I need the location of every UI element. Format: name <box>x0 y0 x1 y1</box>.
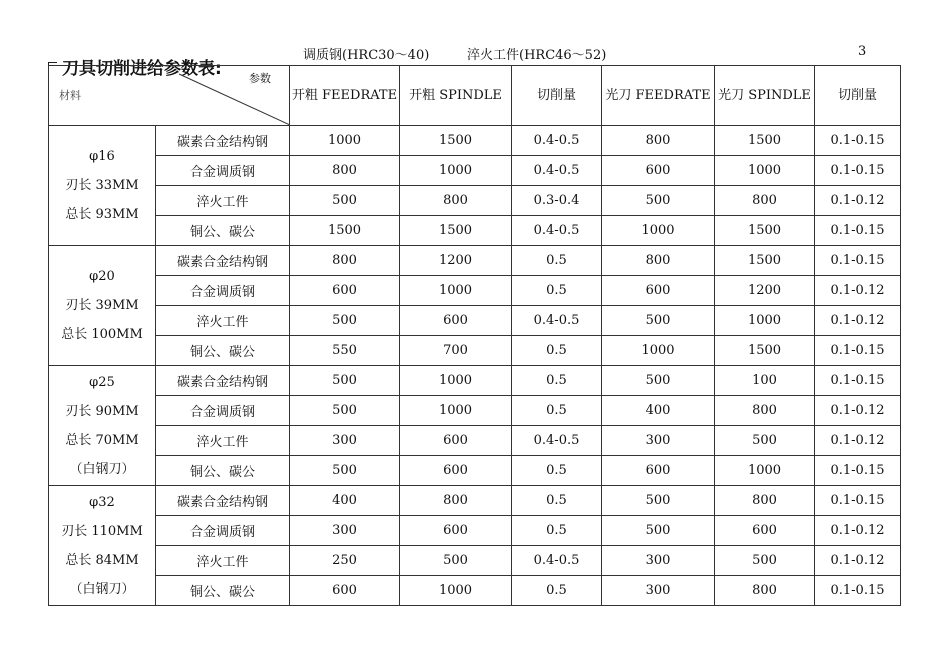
table-row <box>49 156 901 186</box>
rough-depth-cell: 0.5 <box>512 336 602 366</box>
material-cell: 铜公、碳公 <box>156 456 290 486</box>
material-cell: 淬火工件 <box>156 186 290 216</box>
finish-feedrate-cell: 500 <box>602 366 715 396</box>
col-finish-spindle: 光刀 SPINDLE <box>715 66 815 126</box>
finish-depth-cell: 0.1-0.15 <box>815 156 901 186</box>
rough-feedrate-cell: 500 <box>290 396 400 426</box>
rough-feedrate-cell: 550 <box>290 336 400 366</box>
finish-spindle-cell: 1500 <box>715 336 815 366</box>
tool-spec-line: 总长 100MM <box>61 327 143 342</box>
rough-spindle-cell: 1500 <box>400 126 512 156</box>
rough-feedrate-cell: 300 <box>290 516 400 546</box>
tool-spec-line: φ16 <box>89 149 115 164</box>
finish-depth-cell: 0.1-0.15 <box>815 336 901 366</box>
table-row <box>49 546 901 576</box>
finish-spindle-cell: 1500 <box>715 246 815 276</box>
tool-spec-line: 刃长 90MM <box>65 403 139 419</box>
tool-spec-line: 刃长 110MM <box>61 523 143 539</box>
table-row <box>49 126 901 156</box>
tool-spec-line: 刃长 39MM <box>65 298 139 313</box>
rough-depth-cell: 0.4-0.5 <box>512 126 602 156</box>
rough-feedrate-cell: 1500 <box>290 216 400 246</box>
rough-depth-cell: 0.4-0.5 <box>512 156 602 186</box>
finish-spindle-cell: 800 <box>715 576 815 606</box>
rough-spindle-cell: 1000 <box>400 366 512 396</box>
material-cell: 碳素合金结构钢 <box>156 126 290 156</box>
rough-depth-cell: 0.4-0.5 <box>512 216 602 246</box>
finish-depth-cell: 0.1-0.12 <box>815 306 901 336</box>
material-cell: 铜公、碳公 <box>156 216 290 246</box>
header-corner-cell <box>49 66 290 126</box>
rough-depth-cell: 0.5 <box>512 516 602 546</box>
tool-spec-cell <box>49 126 156 246</box>
tool-spec-line: φ25 <box>89 374 115 390</box>
tool-spec-line: 刃长 33MM <box>65 178 139 193</box>
rough-spindle-cell: 1000 <box>400 576 512 606</box>
tool-spec-line: φ32 <box>89 494 115 510</box>
rough-feedrate-cell: 800 <box>290 246 400 276</box>
page-number: 3 <box>858 44 867 59</box>
rough-depth-cell: 0.5 <box>512 486 602 516</box>
finish-depth-cell: 0.1-0.15 <box>815 216 901 246</box>
rough-spindle-cell: 500 <box>400 546 512 576</box>
finish-depth-cell: 0.1-0.15 <box>815 456 901 486</box>
tool-spec-line: 总长 93MM <box>65 207 139 222</box>
finish-feedrate-cell: 500 <box>602 306 715 336</box>
corner-param-label: 参数 <box>249 72 271 85</box>
finish-depth-cell: 0.1-0.15 <box>815 576 901 606</box>
finish-feedrate-cell: 600 <box>602 276 715 306</box>
rough-feedrate-cell: 500 <box>290 366 400 396</box>
tool-spec-cell <box>49 366 156 486</box>
rough-depth-cell: 0.5 <box>512 576 602 606</box>
rough-feedrate-cell: 250 <box>290 546 400 576</box>
material-cell: 碳素合金结构钢 <box>156 486 290 516</box>
material-cell: 铜公、碳公 <box>156 576 290 606</box>
rough-spindle-cell: 800 <box>400 486 512 516</box>
finish-feedrate-cell: 400 <box>602 396 715 426</box>
material-cell: 淬火工件 <box>156 426 290 456</box>
rough-depth-cell: 0.5 <box>512 366 602 396</box>
finish-feedrate-cell: 600 <box>602 156 715 186</box>
col-rough-depth: 切削量 <box>512 66 602 126</box>
table-row <box>49 366 901 396</box>
finish-depth-cell: 0.1-0.12 <box>815 396 901 426</box>
rough-feedrate-cell: 300 <box>290 426 400 456</box>
finish-spindle-cell: 1500 <box>715 216 815 246</box>
finish-depth-cell: 0.1-0.15 <box>815 246 901 276</box>
material-cell: 碳素合金结构钢 <box>156 246 290 276</box>
finish-spindle-cell: 1000 <box>715 306 815 336</box>
rough-depth-cell: 0.5 <box>512 396 602 426</box>
table-row <box>49 396 901 426</box>
finish-feedrate-cell: 1000 <box>602 336 715 366</box>
page-title: 刀具切削进给参数表: <box>62 59 222 79</box>
finish-depth-cell: 0.1-0.15 <box>815 486 901 516</box>
finish-spindle-cell: 800 <box>715 486 815 516</box>
finish-spindle-cell: 500 <box>715 546 815 576</box>
table-row <box>49 516 901 546</box>
col-finish-depth: 切削量 <box>815 66 901 126</box>
rough-feedrate-cell: 600 <box>290 276 400 306</box>
corner-material-label: 材料 <box>59 89 81 102</box>
rough-spindle-cell: 1000 <box>400 156 512 186</box>
rough-feedrate-cell: 500 <box>290 456 400 486</box>
material-cell: 合金调质钢 <box>156 396 290 426</box>
table-row <box>49 576 901 606</box>
table-row <box>49 426 901 456</box>
rough-spindle-cell: 600 <box>400 456 512 486</box>
table-row <box>49 246 901 276</box>
material-cell: 合金调质钢 <box>156 276 290 306</box>
material-cell: 合金调质钢 <box>156 516 290 546</box>
finish-feedrate-cell: 800 <box>602 246 715 276</box>
finish-feedrate-cell: 300 <box>602 426 715 456</box>
finish-feedrate-cell: 600 <box>602 456 715 486</box>
rough-depth-cell: 0.3-0.4 <box>512 186 602 216</box>
rough-spindle-cell: 1000 <box>400 276 512 306</box>
finish-feedrate-cell: 300 <box>602 546 715 576</box>
finish-feedrate-cell: 500 <box>602 486 715 516</box>
table-row <box>49 456 901 486</box>
table-row <box>49 486 901 516</box>
tool-spec-line: （白钢刀） <box>69 461 135 477</box>
finish-spindle-cell: 800 <box>715 396 815 426</box>
rough-feedrate-cell: 500 <box>290 186 400 216</box>
rough-depth-cell: 0.4-0.5 <box>512 546 602 576</box>
rough-depth-cell: 0.4-0.5 <box>512 426 602 456</box>
finish-spindle-cell: 1000 <box>715 156 815 186</box>
finish-depth-cell: 0.1-0.12 <box>815 186 901 216</box>
finish-depth-cell: 0.1-0.15 <box>815 366 901 396</box>
finish-spindle-cell: 100 <box>715 366 815 396</box>
cutting-parameters-table <box>48 65 901 606</box>
rough-feedrate-cell: 800 <box>290 156 400 186</box>
rough-spindle-cell: 600 <box>400 306 512 336</box>
tool-spec-line: 总长 84MM <box>65 552 139 568</box>
rough-feedrate-cell: 600 <box>290 576 400 606</box>
material-cell: 铜公、碳公 <box>156 336 290 366</box>
rough-spindle-cell: 600 <box>400 516 512 546</box>
finish-depth-cell: 0.1-0.15 <box>815 126 901 156</box>
col-finish-feedrate: 光刀 FEEDRATE <box>602 66 715 126</box>
finish-spindle-cell: 500 <box>715 426 815 456</box>
finish-feedrate-cell: 800 <box>602 126 715 156</box>
finish-spindle-cell: 600 <box>715 516 815 546</box>
header-row <box>49 66 901 126</box>
note-hardened-workpiece: 淬火工件(HRC46～52) <box>467 48 607 63</box>
col-rough-feedrate: 开粗 FEEDRATE <box>290 66 400 126</box>
rough-spindle-cell: 700 <box>400 336 512 366</box>
tool-spec-line: （白钢刀） <box>69 581 135 597</box>
rough-depth-cell: 0.5 <box>512 456 602 486</box>
rough-depth-cell: 0.5 <box>512 276 602 306</box>
rough-spindle-cell: 600 <box>400 426 512 456</box>
table-row <box>49 336 901 366</box>
rough-depth-cell: 0.5 <box>512 246 602 276</box>
tool-spec-cell <box>49 246 156 366</box>
finish-depth-cell: 0.1-0.12 <box>815 426 901 456</box>
finish-depth-cell: 0.1-0.12 <box>815 516 901 546</box>
rough-spindle-cell: 1200 <box>400 246 512 276</box>
table-row <box>49 276 901 306</box>
finish-feedrate-cell: 1000 <box>602 216 715 246</box>
note-tempered-steel: 调质钢(HRC30～40) <box>303 48 430 63</box>
tool-spec-line: 总长 70MM <box>65 432 139 448</box>
rough-feedrate-cell: 1000 <box>290 126 400 156</box>
finish-feedrate-cell: 300 <box>602 576 715 606</box>
rough-feedrate-cell: 500 <box>290 306 400 336</box>
material-cell: 淬火工件 <box>156 546 290 576</box>
table-row <box>49 216 901 246</box>
col-rough-spindle: 开粗 SPINDLE <box>400 66 512 126</box>
rough-spindle-cell: 800 <box>400 186 512 216</box>
rough-depth-cell: 0.4-0.5 <box>512 306 602 336</box>
tool-spec-cell <box>49 486 156 606</box>
tool-spec-line: φ20 <box>89 269 115 284</box>
finish-depth-cell: 0.1-0.12 <box>815 276 901 306</box>
finish-feedrate-cell: 500 <box>602 516 715 546</box>
material-cell: 淬火工件 <box>156 306 290 336</box>
rough-feedrate-cell: 400 <box>290 486 400 516</box>
finish-spindle-cell: 1000 <box>715 456 815 486</box>
finish-spindle-cell: 800 <box>715 186 815 216</box>
material-cell: 合金调质钢 <box>156 156 290 186</box>
rough-spindle-cell: 1000 <box>400 396 512 426</box>
rough-spindle-cell: 1500 <box>400 216 512 246</box>
finish-depth-cell: 0.1-0.12 <box>815 546 901 576</box>
material-cell: 碳素合金结构钢 <box>156 366 290 396</box>
table-row <box>49 306 901 336</box>
table-row <box>49 186 901 216</box>
finish-feedrate-cell: 500 <box>602 186 715 216</box>
finish-spindle-cell: 1500 <box>715 126 815 156</box>
finish-spindle-cell: 1200 <box>715 276 815 306</box>
